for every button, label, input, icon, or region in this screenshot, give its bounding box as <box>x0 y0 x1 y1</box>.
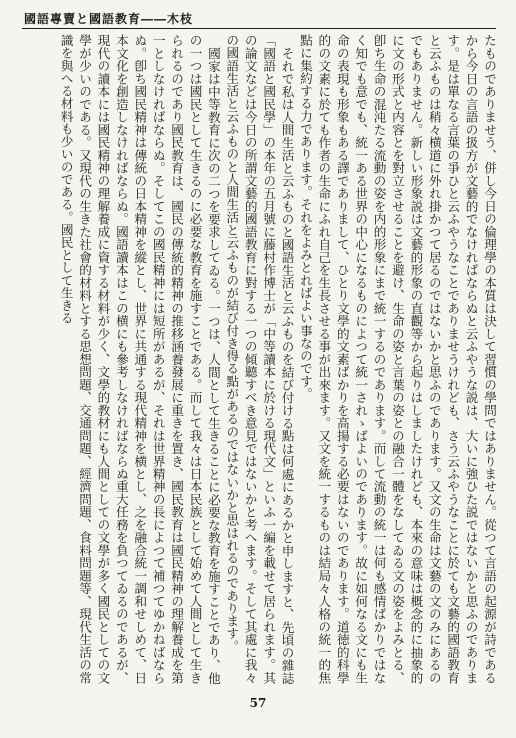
page-number: 57 <box>249 696 267 710</box>
header-rule <box>22 28 496 29</box>
paragraph-1: たものでありませう、併し今日の倫理學の本質は決して習慣の學問ではありません。從つて言語の起源が詩であるから今日の言語の扱方が文藝的でなければならぬと云ふやうな説は、大いに強ひた説ではないかと思ふのであります。是は單なる言葉の爭ひと云ふやうなことでありませうけれども、さう云ふやうなことに於ても文藝的國語教育と云ふものは稍々横道に外れ掛かつて居るのではないかと思ふのであります。又文の生命は文藝の文のみにあるのでもありません。新しい形象説は文藝的形象の直觀等から起りはしましたけれども、本來の意味は概念的に抽象的に文の形式と内容とを對立させることを避け、生命の姿と言葉の姿との融合一體をなしてゐる文の姿をよみとる、卽ち生命の混沌たる流動の姿を内的形象にまで統一するのであります。而して流動の統一は何も感情ばかりではなく知でも意でも、統一ある世界の中心になるものによつて統一されゝばよいのであります。故に如何なる文にも生命の表現も形象もある譯でありまして、ひとり文學的文素ばかりを高揚する必要はないのであります。道徳的科學的の文素に於ても作者の生命にふれ自己を生長させる事が出來ます。又文を統一するものは結局々人格の統一的焦點に集約する力であります。それをよみとればよい事なのです。 <box>297 34 497 684</box>
running-header: 國語專賣と國語教育――木枝 <box>24 12 194 26</box>
paragraph-3: 國家は中等教育に次の二つを要求してゐる。一つは、人間として生きることに必要な教育を施すことであり、他の一つは國民として生きるのに必要な教育を施すことである。而して我々は日本民族として始めて人間として生きられるのであり國民教育は、國民の傳統的精神の推移涵養發展に重きを置き、國民教育は國民精神の理解養成を第一としなければならぬ。そしてこの國民精神には短所があるが、それは世界精神の長によつて補つてゆかねばならぬ。卽ち國民精神は傳統の日本精神を縱とし、世界に共通する現代精神を横とし、之を融合統一調和せしめて、日本文化を創造しなければならぬ。國語讀本はこの横にも參考しなければならぬ重大任務を負つてゐるのであるが、現代の讀本には國民精神の理解養成に資する材料が少く、文學的教材にも人間としての文學が多く國民としての文學が少いのである。又現代の生きた社會的材料とする思想問題、交通問題、經濟問題、食料問題等、現代生活の常識を與へる材料も少いのである。國民として生きる <box>58 34 221 684</box>
body-text <box>18 34 498 684</box>
paragraph-2: それで私は人間生活と云ふものと國語生活と云ふものを結び付ける點は何處にあるかと申しますと、先頃の雜誌「國語と國民學」の本年の五月號に藤村作博士が「中等讀本に於ける現代文」といふ一編を載せて居られます。其の論文などは今日の所謂文藝的國語教育に對する一つの傾聽すべき意見ではないかと考へます。そして其處に我々の國語生活と云ふものと人間生活と云ふものが結び付き得る點があるのではないかと思はれるのであります。 <box>224 34 295 684</box>
